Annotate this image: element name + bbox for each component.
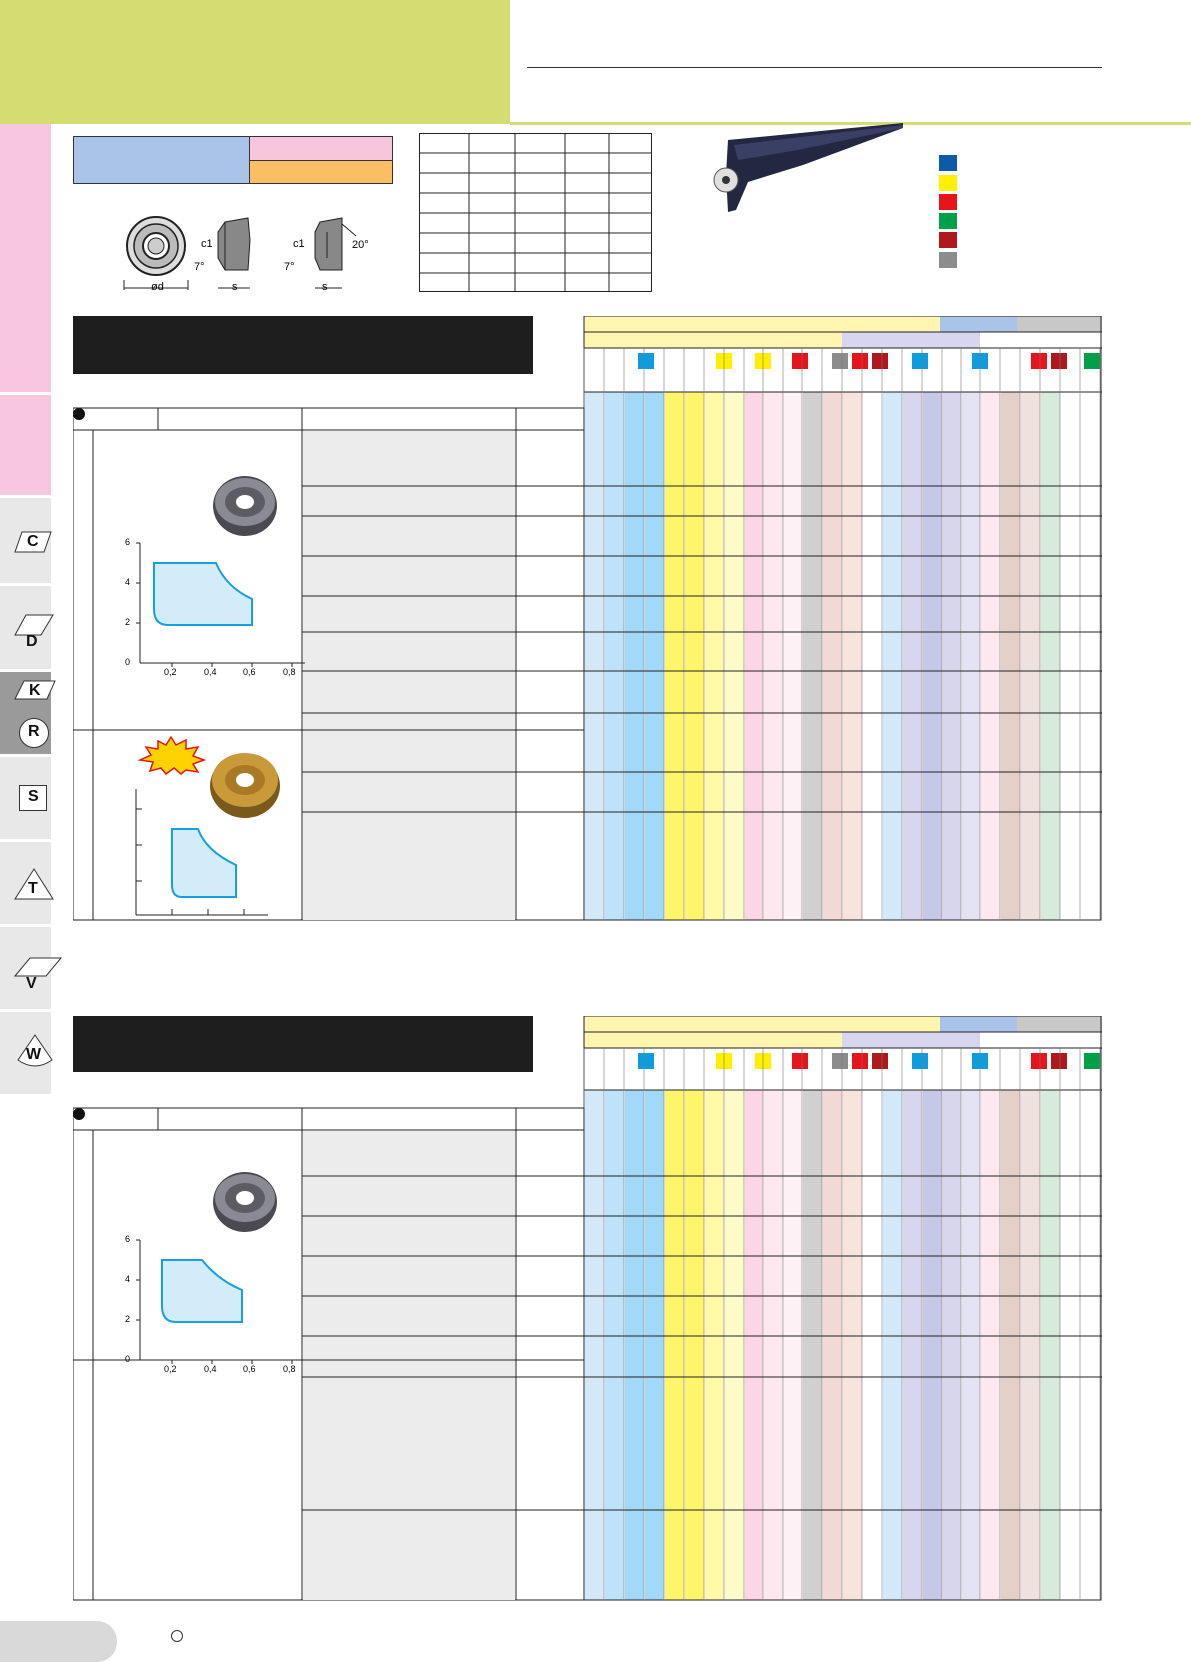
legend-red (939, 194, 957, 210)
chart1-ytick-4: 4 (125, 577, 131, 587)
chart1-xtick-2: 0,4 (204, 667, 217, 677)
new-starburst-icon (136, 735, 206, 775)
sidebar-tab-c[interactable] (0, 498, 51, 583)
tab-letter-s: S (28, 788, 39, 805)
dimension-table (419, 133, 653, 293)
chip-breaker-chart-2 (130, 785, 270, 920)
label-c1-b: c1 (293, 238, 305, 250)
label-s-b: s (322, 281, 328, 293)
insert-photo-3 (205, 1168, 285, 1236)
label-s-a: s (232, 281, 238, 293)
grade-box (73, 136, 393, 184)
insert-photo-1 (205, 472, 285, 540)
sidebar-tab-v[interactable] (0, 927, 51, 1009)
chart3-xtick-3: 0,6 (243, 1364, 256, 1374)
label-angle-a: 7° (194, 261, 205, 273)
grade-box-blue (74, 137, 249, 183)
legend-gray (939, 252, 957, 268)
chip-breaker-chart-1 (110, 535, 310, 677)
tab-letter-d: D (26, 633, 38, 650)
legend-blue (939, 155, 957, 171)
sidebar-section-1 (0, 124, 51, 392)
chart3-xtick-1: 0,2 (164, 1364, 177, 1374)
sidebar-section-2 (0, 395, 51, 495)
grade-box-pink (249, 137, 392, 160)
chart1-xtick-1: 0,2 (164, 667, 177, 677)
chart3-xtick-4: 0,8 (283, 1364, 296, 1374)
label-angle-b: 7° (284, 261, 295, 273)
legend-yellow (939, 175, 957, 191)
chip-breaker-chart-3 (110, 1232, 310, 1374)
sidebar-tab-kr[interactable] (0, 672, 51, 754)
legend-green (939, 213, 957, 229)
chart1-ytick-0: 0 (125, 657, 131, 667)
tab-letter-r: R (28, 723, 40, 740)
sidebar-tab-d[interactable] (0, 586, 51, 669)
sidebar-tab-t[interactable] (0, 842, 51, 924)
tab-letter-t: T (28, 880, 38, 897)
chart3-xtick-2: 0,4 (204, 1364, 217, 1374)
label-angle-20: 20° (352, 239, 369, 251)
chart3-ytick-0: 0 (125, 1354, 131, 1364)
chart3-ytick-4: 4 (125, 1274, 131, 1284)
tab-letter-k: K (29, 682, 41, 699)
tab-letter-w: W (26, 1046, 42, 1063)
rhombus-v-icon (14, 957, 62, 977)
label-c1-a: c1 (201, 238, 213, 250)
header-rule (527, 67, 1102, 68)
tab-letter-c: C (27, 533, 39, 550)
page-number-tab (0, 1621, 117, 1662)
tab-letter-v: V (26, 975, 37, 992)
sidebar-tab-s[interactable] (0, 757, 51, 839)
legend-darkred (939, 232, 957, 248)
chart1-xtick-4: 0,8 (283, 667, 296, 677)
sidebar-tab-w[interactable] (0, 1012, 51, 1094)
header-banner (0, 0, 510, 124)
chart1-ytick-6: 6 (125, 537, 131, 547)
tool-holder-image (708, 120, 908, 220)
chart3-ytick-2: 2 (125, 1314, 131, 1324)
circle-mark (171, 1630, 183, 1642)
grade-box-orange (249, 160, 392, 183)
chart3-ytick-6: 6 (125, 1234, 131, 1244)
label-od: ød (151, 281, 164, 293)
chart1-ytick-2: 2 (125, 617, 131, 627)
chart1-xtick-3: 0,6 (243, 667, 256, 677)
